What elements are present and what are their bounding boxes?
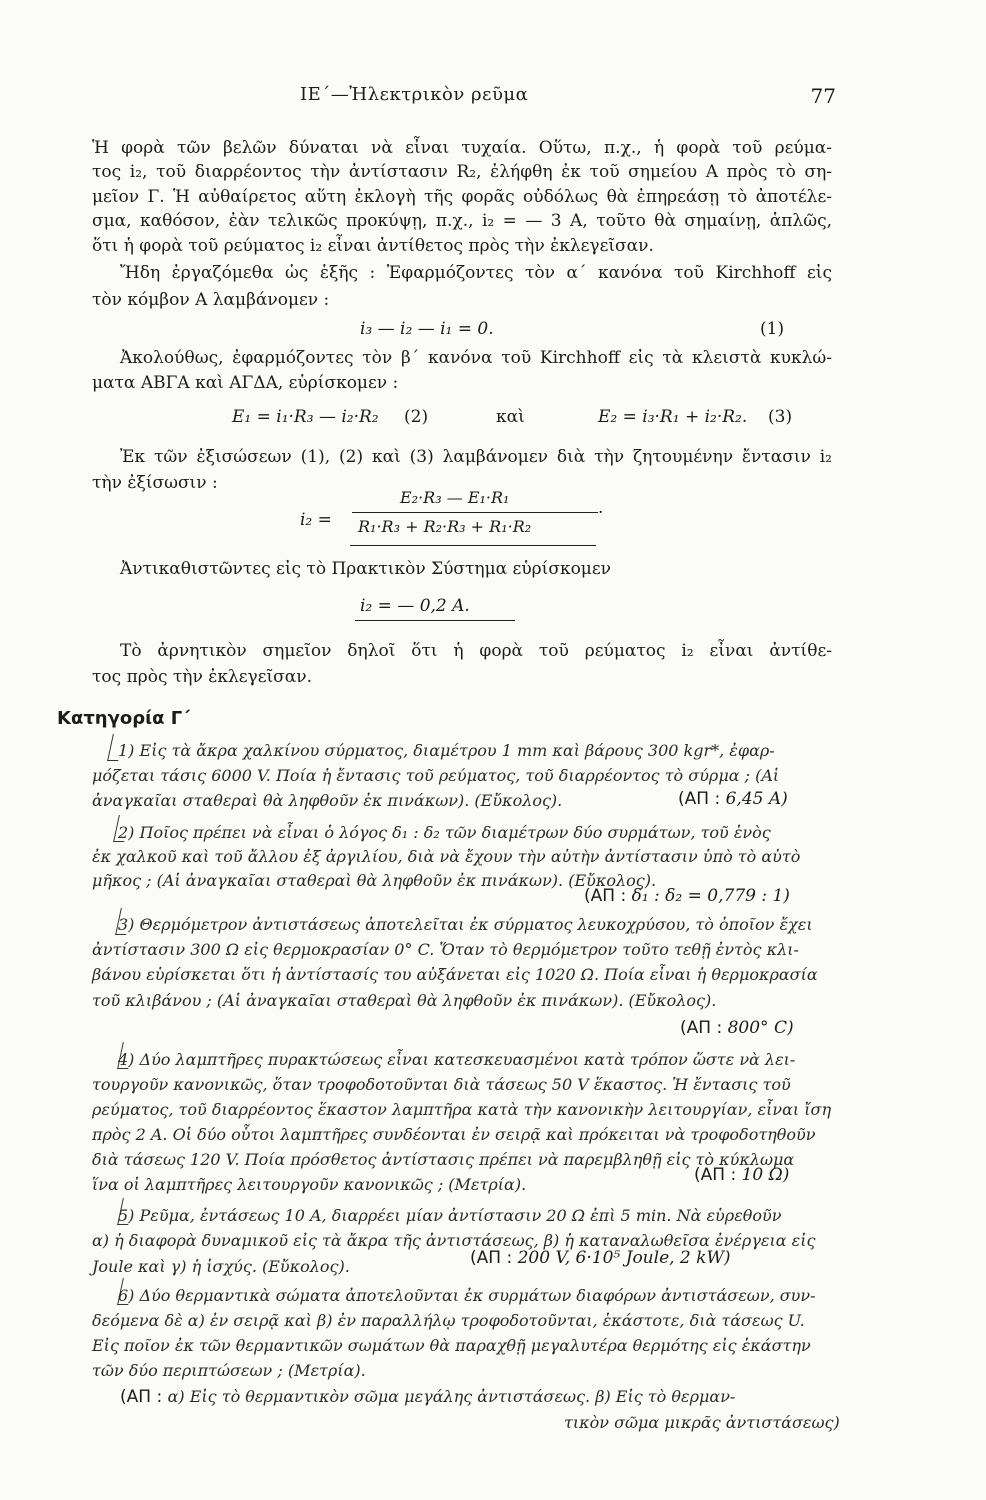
problem-line: 3) Θερμόμετρον ἀντιστάσεως ἀποτελεῖται ἐκ σύρματος λευκοχρύσου, τὸ ὁποῖον ἔχει bbox=[118, 915, 813, 934]
problem-line: α) ἡ διαφορὰ δυναμικοῦ εἰς τὰ ἄκρα τῆς ἀντιστάσεως, β) ἡ καταναλωθεῖσα ἐνέργεια εἰς bbox=[92, 1231, 816, 1250]
answer bbox=[470, 1248, 731, 1268]
text-line: Ἡ φορὰ τῶν βελῶν δύναται νὰ εἶναι τυχαία. Οὕτω, π.χ., ἡ φορὰ τοῦ ρεύμα- bbox=[92, 138, 832, 158]
text-line: Ἐκ τῶν ἐξισώσεων (1), (2) καὶ (3) λαμβάνομεν διὰ τὴν ζητουμένην ἔντασιν i₂ bbox=[120, 447, 832, 467]
equation-underline bbox=[355, 620, 515, 621]
text-line: τος πρὸς τὴν ἐκλεγεῖσαν. bbox=[92, 667, 313, 687]
answer bbox=[678, 789, 788, 809]
answer-label: (ΑΠ : bbox=[680, 1018, 723, 1038]
text-line: σμα, καθόσον, ἐὰν τελικῶς προκύψῃ, π.χ., i₂ = — 3 A, τοῦτο θὰ σημαίνῃ, ἁπλῶς, bbox=[92, 211, 832, 231]
conjunction: καὶ bbox=[496, 407, 525, 427]
answer-label: (ΑΠ : bbox=[694, 1165, 737, 1185]
text-line: Ἀντικαθιστῶντες εἰς τὸ Πρακτικὸν Σύστημα εὑρίσκομεν bbox=[120, 559, 611, 579]
equation-4-end: . bbox=[598, 498, 604, 518]
problem-line: πρὸς 2 A. Οἱ δύο οὗτοι λαμπτῆρες συνδέονται ἐν σειρᾷ καὶ πρόκειται νὰ τροφοδοτηθοῦν bbox=[92, 1125, 816, 1144]
equation-3-number: (3) bbox=[768, 407, 793, 427]
problem-line: Joule καὶ γ) ἡ ἰσχύς. (Εὔκολος). bbox=[92, 1257, 350, 1276]
problem-line: τῶν δύο περιπτώσεων ; (Μετρία). bbox=[92, 1361, 366, 1380]
problem-line: τουργοῦν κανονικῶς, ὅταν τροφοδοτοῦνται διὰ τάσεως 50 V ἕκαστος. Ἡ ἔντασις τοῦ bbox=[92, 1075, 791, 1094]
equation-3: E₂ = i₃·R₁ + i₂·R₂. bbox=[598, 407, 748, 427]
problem-line: ἀντίστασιν 300 Ω εἰς θερμοκρασίαν 0° C. Ὅταν τὸ θερμόμετρον τοῦτο τεθῇ ἐντὸς κλι- bbox=[92, 940, 799, 959]
problem-line: 2) Ποῖος πρέπει νὰ εἶναι ὁ λόγος δ₁ : δ₂ τῶν διαμέτρων δύο συρμάτων, τοῦ ἑνὸς bbox=[118, 823, 771, 842]
problem-line: μόζεται τάσις 6000 V. Ποία ἡ ἔντασις τοῦ ρεύματος, τοῦ διαρρέοντος τὸ σύρμα ; (Αἱ bbox=[92, 766, 780, 785]
equation-2-number: (2) bbox=[404, 407, 429, 427]
text-line: Τὸ ἀρνητικὸν σημεῖον δηλοῖ ὅτι ἡ φορὰ τοῦ ρεύματος i₂ εἶναι ἀντίθε- bbox=[120, 641, 832, 661]
problem-line: ἐκ χαλκοῦ καὶ τοῦ ἄλλου ἐξ ἀργιλίου, διὰ νὰ ἔχουν τὴν αὐτὴν ἀντίστασιν ὑπὸ τὸ αὐτὸ bbox=[92, 847, 801, 866]
equation-4-lhs: i₂ = bbox=[300, 510, 332, 530]
text-line: ματα ΑΒΓΑ καὶ ΑΓΔΑ, εὑρίσκομεν : bbox=[92, 373, 399, 393]
equation-underline bbox=[350, 545, 596, 546]
problem-line: διὰ τάσεως 120 V. Ποία πρόσθετος ἀντίστασις πρέπει νὰ παρεμβληθῇ εἰς τὸ κύκλωμα bbox=[92, 1150, 795, 1169]
equation-2: E₁ = i₁·R₃ — i₂·R₂ bbox=[232, 407, 379, 427]
answer-value: α) Εἰς τὸ θερμαντικὸν σῶμα μεγάλης ἀντιστάσεως. β) Εἰς τὸ θερμαν- bbox=[167, 1387, 736, 1406]
fraction-bar bbox=[352, 512, 598, 513]
answer bbox=[694, 1165, 789, 1185]
chapter-title: ΙΕ΄—Ἠλεκτρικὸν ρεῦμα bbox=[300, 84, 529, 105]
answer-value: 6,45 A) bbox=[725, 789, 788, 809]
answer bbox=[680, 1018, 794, 1038]
text-line: Ἤδη ἐργαζόμεθα ὡς ἑξῆς : Ἐφαρμόζοντες τὸν α΄ κανόνα τοῦ Kirchhoff εἰς bbox=[120, 263, 832, 283]
problem-line: 4) Δύο λαμπτῆρες πυρακτώσεως εἶναι κατεσκευασμένοι κατὰ τρόπον ὥστε νὰ λει- bbox=[118, 1050, 796, 1069]
problem-line: 1) Εἰς τὰ ἄκρα χαλκίνου σύρματος, διαμέτρου 1 mm καὶ βάρους 300 kgr*, ἐφαρ- bbox=[118, 741, 775, 760]
answer bbox=[120, 1387, 735, 1407]
section-heading: Κατηγορία Γ΄ bbox=[57, 708, 191, 729]
problem-line: δεόμενα δὲ α) ἐν σειρᾷ καὶ β) ἐν παραλλήλῳ τροφοδοτοῦνται, ἑκάστοτε, διὰ τάσεως U. bbox=[92, 1311, 805, 1330]
problem-line: τοῦ κλιβάνου ; (Αἱ ἀναγκαῖαι σταθεραὶ θὰ ληφθοῦν ἐκ πινάκων). (Εὔκολος). bbox=[92, 991, 717, 1010]
text-line: τὸν κόμβον A λαμβάνομεν : bbox=[92, 290, 330, 310]
equation-1-number: (1) bbox=[760, 319, 785, 339]
text-line: μεῖον Γ. Ἡ αὐθαίρετος αὕτη ἐκλογὴ τῆς φορᾶς οὐδόλως θὰ ἐπηρεάσῃ τὸ ἀποτέλε- bbox=[92, 187, 832, 207]
fraction-denominator: R₁·R₃ + R₂·R₃ + R₁·R₂ bbox=[358, 517, 532, 536]
problem-line: ἵνα οἱ λαμπτῆρες λειτουργοῦν κανονικῶς ; (Μετρία). bbox=[92, 1175, 527, 1194]
running-header bbox=[0, 84, 986, 114]
text-line: τος i₂, τοῦ διαρρέοντος τὴν ἀντίστασιν R₂, ἐλήφθη ἐκ τοῦ σημείου A πρὸς τὸ ση- bbox=[92, 162, 832, 182]
text-line: τὴν ἐξίσωσιν : bbox=[92, 473, 218, 493]
problem-line: μῆκος ; (Αἱ ἀναγκαῖαι σταθεραὶ θὰ ληφθοῦν ἐκ πινάκων). (Εὔκολος). bbox=[92, 871, 657, 890]
answer-value: δ₁ : δ₂ = 0,779 : 1) bbox=[631, 886, 790, 906]
answer-value: 800° C) bbox=[727, 1018, 794, 1038]
answer-value: 200 V, 6·10⁵ Joule, 2 kW) bbox=[517, 1248, 731, 1268]
problem-line: ρεύματος, τοῦ διαρρέοντος ἕκαστον λαμπτῆρα κατὰ τὴν κανονικὴν λειτουργίαν, εἶναι ἴση bbox=[92, 1100, 832, 1119]
equation-4-fraction bbox=[352, 488, 602, 548]
answer-continuation: τικὸν σῶμα μικρᾶς ἀντιστάσεως) bbox=[564, 1413, 840, 1432]
problem-line: ἀναγκαῖαι σταθεραὶ θὰ ληφθοῦν ἐκ πινάκων). (Εὔκολος). bbox=[92, 791, 563, 810]
answer-value: 10 Ω) bbox=[741, 1165, 790, 1185]
fraction-numerator: E₂·R₃ — E₁·R₁ bbox=[400, 488, 510, 507]
answer-label: (ΑΠ : bbox=[678, 789, 721, 809]
equation-1: i₃ — i₂ — i₁ = 0. bbox=[360, 319, 494, 339]
problem-line: 5) Ρεῦμα, ἐντάσεως 10 A, διαρρέει μίαν ἀντίστασιν 20 Ω ἐπὶ 5 min. Νὰ εὑρεθοῦν bbox=[118, 1206, 782, 1225]
page-number: 77 bbox=[810, 84, 836, 108]
equation-5: i₂ = — 0,2 A. bbox=[360, 596, 470, 616]
answer-label: (ΑΠ : bbox=[584, 886, 627, 906]
problem-line: Εἰς ποῖον ἐκ τῶν θερμαντικῶν σωμάτων θὰ παραχθῇ μεγαλυτέρα θερμότης εἰς ἑκάστην bbox=[92, 1336, 811, 1355]
answer-label: (ΑΠ : bbox=[470, 1248, 513, 1268]
text-line: Ἀκολούθως, ἐφαρμόζοντες τὸν β΄ κανόνα τοῦ Kirchhoff εἰς τὰ κλειστὰ κυκλώ- bbox=[120, 348, 832, 368]
problem-line: βάνου εὑρίσκεται ὅτι ἡ ἀντίστασίς του αὐξάνεται εἰς 1020 Ω. Ποία εἶναι ἡ θερμοκρασία bbox=[92, 965, 818, 984]
problem-line: 6) Δύο θερμαντικὰ σώματα ἀποτελοῦνται ἐκ συρμάτων διαφόρων ἀντιστάσεων, συν- bbox=[118, 1286, 816, 1305]
text-line: ὅτι ἡ φορὰ τοῦ ρεύματος i₂ εἶναι ἀντίθετος πρὸς τὴν ἐκλεγεῖσαν. bbox=[92, 236, 654, 256]
answer-label: (ΑΠ : bbox=[120, 1387, 163, 1407]
answer bbox=[584, 886, 790, 906]
